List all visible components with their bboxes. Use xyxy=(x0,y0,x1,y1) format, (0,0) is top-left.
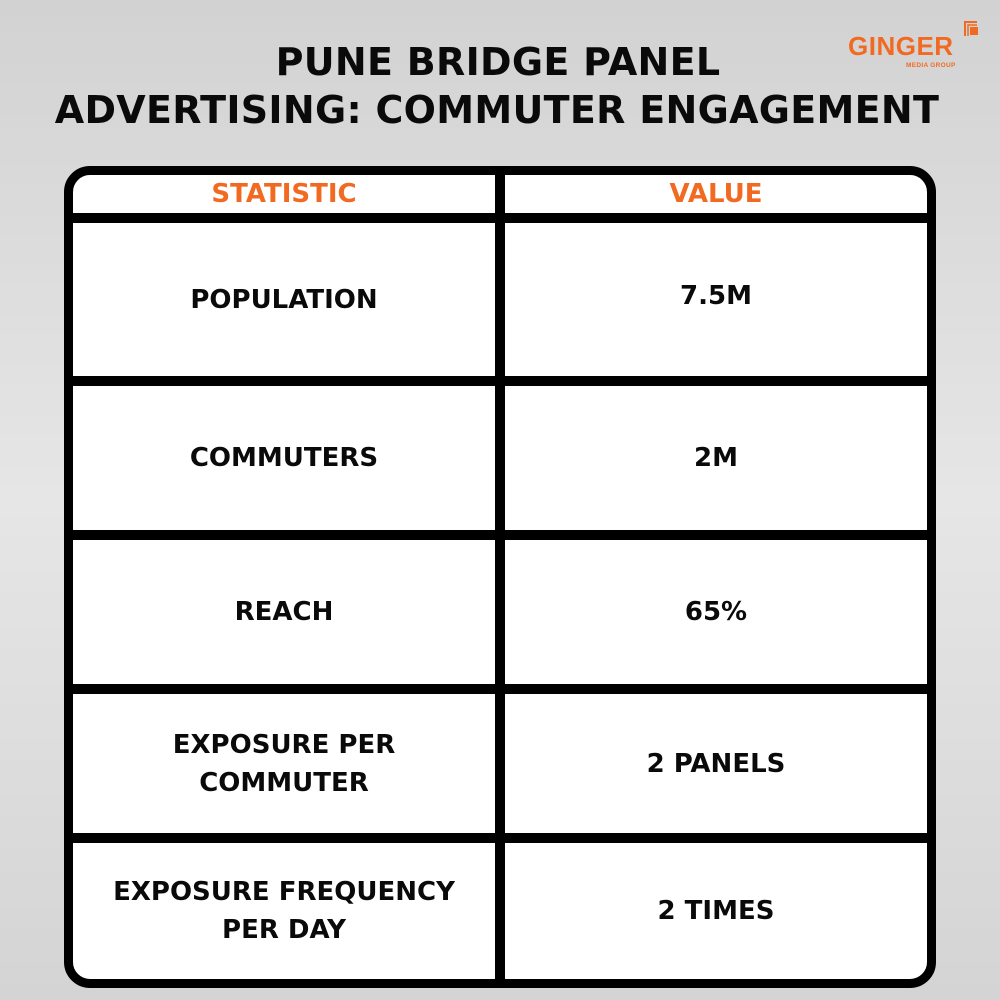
row-5-statistic: EXPOSURE FREQUENCY PER DAY xyxy=(113,877,455,945)
row-3-value: 65% xyxy=(684,597,748,627)
row-divider xyxy=(73,376,927,386)
statistics-table xyxy=(64,166,936,988)
row-4-statistic: EXPOSURE PER COMMUTER xyxy=(172,729,396,798)
row-divider xyxy=(73,833,927,843)
row-2-value: 2M xyxy=(694,443,738,473)
row-3-statistic: REACH xyxy=(234,597,334,627)
stacked-corner-icon xyxy=(959,18,979,38)
title-line-2: ADVERTISING: COMMUTER ENGAGEMENT xyxy=(54,88,940,132)
row-5-value: 2 TIMES xyxy=(657,896,775,926)
logo-tagline: MEDIA GROUP xyxy=(906,62,956,69)
row-1-statistic: POPULATION xyxy=(190,284,378,315)
row-4-value: 2 PANELS xyxy=(646,748,786,779)
header-divider xyxy=(73,213,927,223)
header-value: VALUE xyxy=(669,179,763,209)
row-divider xyxy=(73,684,927,694)
title-line-1: PUNE BRIDGE PANEL xyxy=(275,40,721,84)
row-2-statistic: COMMUTERS xyxy=(189,443,379,473)
header-statistic: STATISTIC xyxy=(211,179,357,209)
row-divider xyxy=(73,530,927,540)
column-divider xyxy=(495,175,505,979)
ginger-logo xyxy=(848,18,988,73)
logo-wordmark: GINGER xyxy=(848,31,954,61)
row-1-value: 7.5M xyxy=(680,280,752,311)
